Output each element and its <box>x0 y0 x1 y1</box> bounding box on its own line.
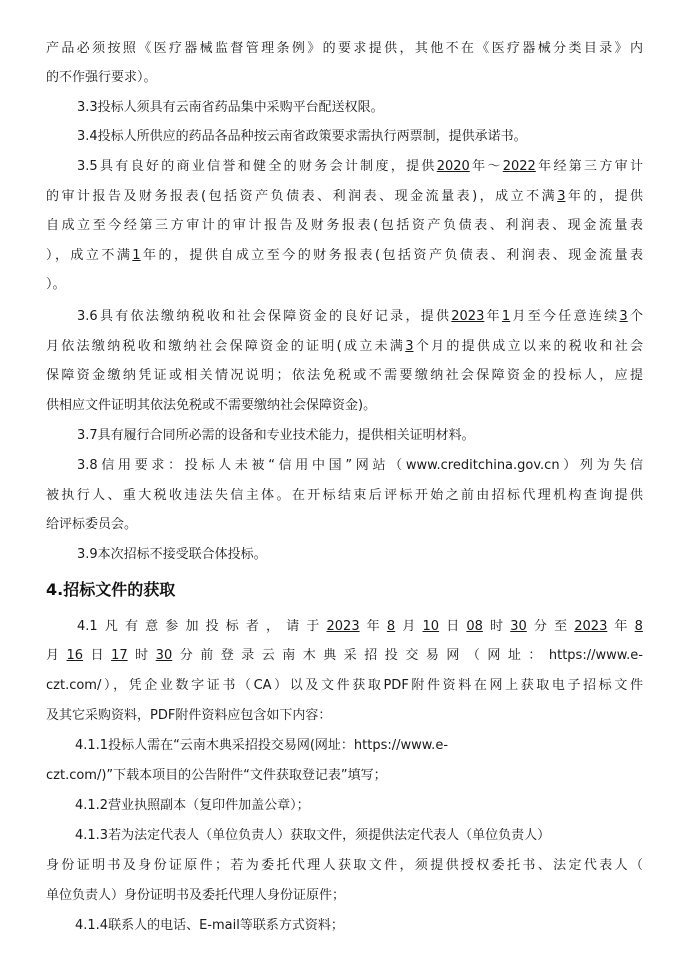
day-value: 16 <box>66 648 84 663</box>
clause-4-1-4: 4.1.4联系人的电话、E-mail等联系方式资料； <box>75 918 344 933</box>
clause-4-1-3: 4.1.3若为法定代表人（单位负责人）获取文件，须提供法定代表人（单位负责人） <box>75 828 551 843</box>
paragraph-line: 及其它采购资料，PDF附件资料应包含如下内容： <box>46 708 332 723</box>
clause-3-7: 3.7具有履行合同所必需的设备和专业技术能力，提供相关证明材料。 <box>77 428 475 443</box>
paragraph-line: 被执行人、重大税收违法失信主体。在开标结束后评标开始之前由招标代理机构查询提供 <box>46 488 643 503</box>
year-value: 2023 <box>451 309 485 324</box>
paragraph-line: 的审计报告及财务报表(包括资产负债表、利润表、现金流量表)，成立不满3年的，提供 <box>46 189 643 204</box>
number-value: 3 <box>619 309 628 324</box>
hour-value: 08 <box>466 619 483 634</box>
clause-3-3: 3.3投标人须具有云南省药品集中采购平台配送权限。 <box>77 100 384 115</box>
day-value: 10 <box>422 619 440 634</box>
paragraph-line: ）。 <box>46 277 66 292</box>
number-value: 3 <box>557 189 566 204</box>
paragraph-line: czt.com/），凭企业数字证书（CA）以及文件获取PDF附件资料在网上获取电子招标文件 <box>46 678 643 693</box>
minute-value: 30 <box>510 619 527 634</box>
paragraph-line: 的不作强行要求）。 <box>46 70 157 85</box>
paragraph-line: ），成立不满1年的，提供自成立至今的财务报表(包括资产负债表、利润表、现金流量表 <box>46 248 643 263</box>
month-value: 1 <box>501 309 511 324</box>
paragraph-line: 保障资金缴纳凭证或相关情况说明；依法免税或不需要缴纳社会保障资金的投标人，应提 <box>46 368 643 383</box>
section-heading: 4.招标文件的获取 <box>46 580 176 599</box>
clause-3-9: 3.9本次招标不接受联合体投标。 <box>77 547 267 562</box>
paragraph-line: 给评标委员会。 <box>46 517 138 532</box>
clause-4-1-2: 4.1.2营业执照副本（复印件加盖公章）； <box>75 798 310 813</box>
paragraph-line: 自成立至今经第三方审计的审计报告及财务报表(包括资产负债表、利润表、现金流量表 <box>46 218 643 233</box>
paragraph-line: czt.com/)”下载本项目的公告附件“文件获取登记表”填写； <box>46 768 387 783</box>
number-value: 3 <box>405 339 414 354</box>
clause-4-1-1: 4.1.1投标人需在“云南木典采招投交易网(网址：https://www.e- <box>75 738 449 753</box>
paragraph-line: 供相应文件证明其依法免税或不需要缴纳社会保障资金)。 <box>46 398 377 413</box>
year-value: 2023 <box>574 619 608 634</box>
year-value: 2020 <box>436 159 470 174</box>
paragraph-line: 月16日17时30分前登录云南木典采招投交易网（网址：https://www.e- <box>46 648 643 663</box>
month-value: 8 <box>634 619 643 634</box>
clause-3-4: 3.4投标人所供应的药品各品种按云南省政策要求需执行两票制，提供承诺书。 <box>77 129 527 144</box>
paragraph-line: 单位负责人）身份证明书及委托代理人身份证原件； <box>46 888 346 903</box>
clause-3-5: 3.5具有良好的商业信誉和健全的财务会计制度，提供2020年～2022年经第三方审计 <box>77 159 643 174</box>
paragraph-line: 产品必须按照《医疗器械监督管理条例》的要求提供，其他不在《医疗器械分类目录》内 <box>46 41 643 56</box>
paragraph-line: 月依法缴纳税收和缴纳社会保障资金的证明(成立未满3个月的提供成立以来的税收和社会 <box>46 339 643 354</box>
hour-value: 17 <box>111 648 128 663</box>
paragraph-line: 身份证明书及身份证原件；若为委托代理人获取文件，须提供授权委托书、法定代表人（ <box>46 858 643 873</box>
month-value: 8 <box>386 619 396 634</box>
clause-3-6: 3.6具有依法缴纳税收和社会保障资金的良好记录，提供2023年1月至今任意连续3个 <box>77 309 643 324</box>
year-value: 2023 <box>326 619 360 634</box>
clause-3-8: 3.8信用要求：投标人未被“信用中国”网站（www.creditchina.gov.cn）列为失信 <box>77 458 643 473</box>
minute-value: 30 <box>155 648 173 663</box>
year-value: 2022 <box>502 159 536 174</box>
clause-4-1: 4.1凡有意参加投标者，请于2023年8月10日08时30分至2023年8 <box>77 619 643 634</box>
number-value: 1 <box>132 248 141 263</box>
